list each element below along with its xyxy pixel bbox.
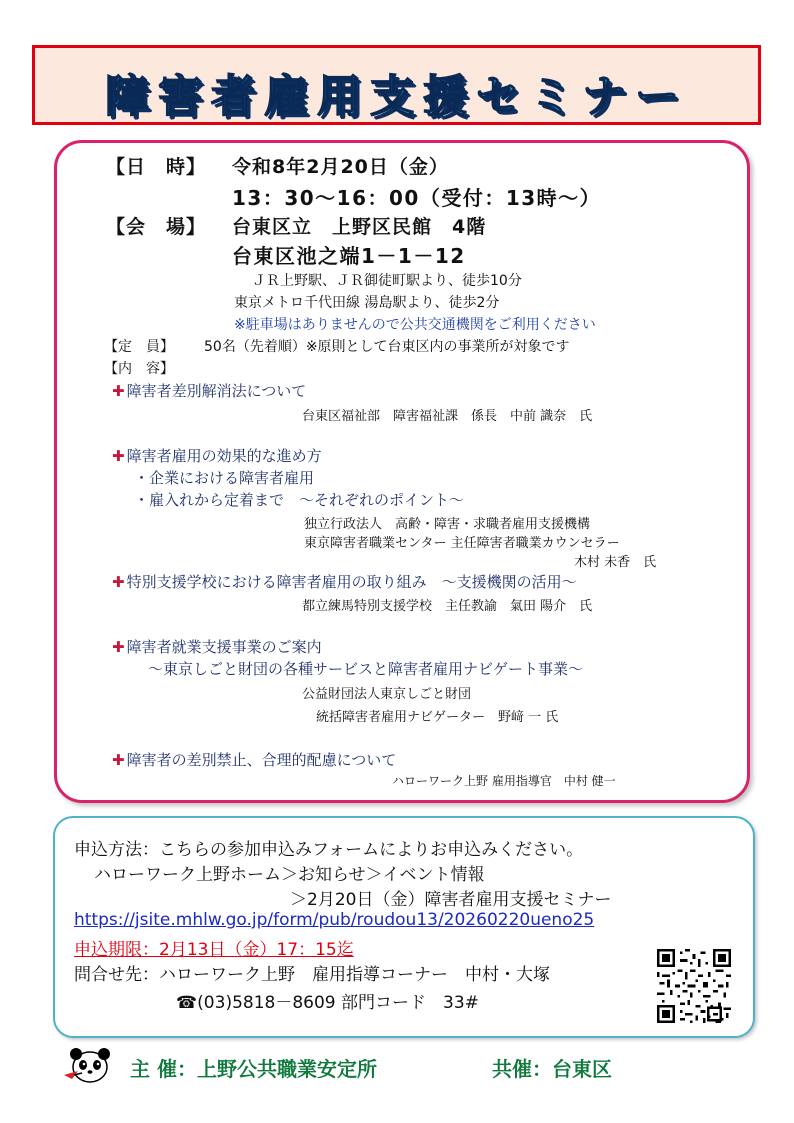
phone-line: ☎(03)5818－8609 部門コード 33# (176, 993, 479, 1013)
co-host: 共催：台東区 (492, 1057, 612, 1081)
cross-bullet-icon: ✚ (112, 447, 125, 465)
topic-2-speaker-role: 東京障害者職業センター 主任障害者職業カウンセラー (304, 536, 620, 551)
apply-path-1: ハローワーク上野ホーム＞お知らせ＞イベント情報 (94, 865, 485, 885)
topic-5 (112, 749, 396, 770)
date-value: 令和8年2月20日（金） (232, 156, 449, 178)
cross-bullet-icon: ✚ (112, 573, 125, 591)
apply-path-2: ＞2月20日（金）障害者雇用支援セミナー (290, 890, 612, 910)
apply-deadline: 申込期限：2月13日（金）17：15迄 (74, 940, 354, 960)
topic-5-title: 障害者の差別禁止、合理的配慮について (126, 751, 397, 769)
access-line-1: ＪＲ上野駅、ＪＲ御徒町駅より、徒歩10分 (252, 273, 522, 289)
topic-4 (112, 636, 322, 657)
qr-code[interactable] (657, 949, 731, 1023)
cross-bullet-icon: ✚ (112, 638, 125, 656)
apply-method: 申込方法：こちらの参加申込みフォームによりお申込みください。 (74, 840, 584, 860)
topic-4-subtitle: ～東京しごと財団の各種サービスと障害者雇用ナビゲート事業～ (148, 660, 584, 678)
parking-note: ※駐車場はありませんので公共交通機関をご利用ください (234, 317, 596, 333)
venue-name: 台東区立 上野区民館 4階 (232, 216, 487, 238)
venue-address: 台東区池之端1－1－12 (232, 244, 466, 268)
host-organizer: 主 催：上野公共職業安定所 (130, 1057, 377, 1081)
page-title: 障害者雇用支援セミナー (105, 71, 688, 122)
topic-2-sub-1: ・企業における障害者雇用 (134, 469, 315, 487)
topic-2-title: 障害者雇用の効果的な進め方 (126, 447, 322, 465)
topic-4-speaker-org: 公益財団法人東京しごと財団 (302, 687, 472, 702)
topic-1 (112, 380, 306, 401)
capacity-label: 【定 員】 (104, 339, 174, 355)
topic-1-speaker: 台東区福祉部 障害福祉課 係長 中前 識奈 氏 (302, 409, 593, 424)
cross-bullet-icon: ✚ (112, 382, 125, 400)
topic-4-title: 障害者就業支援事業のご案内 (126, 638, 322, 656)
panda-mascot (60, 1045, 120, 1087)
time-value: 13：30～16：00（受付：13時～） (232, 186, 602, 210)
topic-3 (112, 571, 577, 592)
venue-label: 【会 場】 (106, 216, 207, 238)
capacity-value: 50名（先着順）※原則として台東区内の事業所が対象です (204, 339, 570, 355)
topic-2-speaker-org: 独立行政法人 高齢・障害・求職者雇用支援機構 (304, 517, 591, 532)
topic-3-title: 特別支援学校における障害者雇用の取り組み ～支援機関の活用～ (126, 573, 577, 591)
title-banner (32, 45, 761, 125)
topic-2 (112, 445, 322, 466)
topic-5-speaker: ハローワーク上野 雇用指導官 中村 健一 (392, 774, 616, 788)
contact-line: 問合せ先：ハローワーク上野 雇用指導コーナー 中村・大塚 (74, 965, 550, 985)
topic-3-speaker: 都立練馬特別支援学校 主任教諭 氣田 陽介 氏 (302, 599, 593, 614)
topic-1-title: 障害者差別解消法について (126, 382, 307, 400)
cross-bullet-icon: ✚ (112, 751, 125, 769)
date-label: 【日 時】 (106, 156, 207, 178)
topic-4-speaker-role: 統括障害者雇用ナビゲーター 野﨑 一 氏 (316, 710, 559, 725)
topic-2-speaker-name: 木村 未香 氏 (574, 555, 657, 570)
topic-2-sub-2: ・雇入れから定着まで ～それぞれのポイント～ (134, 491, 465, 509)
contents-label: 【内 容】 (104, 361, 174, 377)
access-line-2: 東京メトロ千代田線 湯島駅より、徒歩2分 (234, 295, 500, 311)
footer (60, 1045, 740, 1085)
apply-form-link[interactable]: https://jsite.mhlw.go.jp/form/pub/roudou13/20260220ueno25 (74, 910, 595, 930)
